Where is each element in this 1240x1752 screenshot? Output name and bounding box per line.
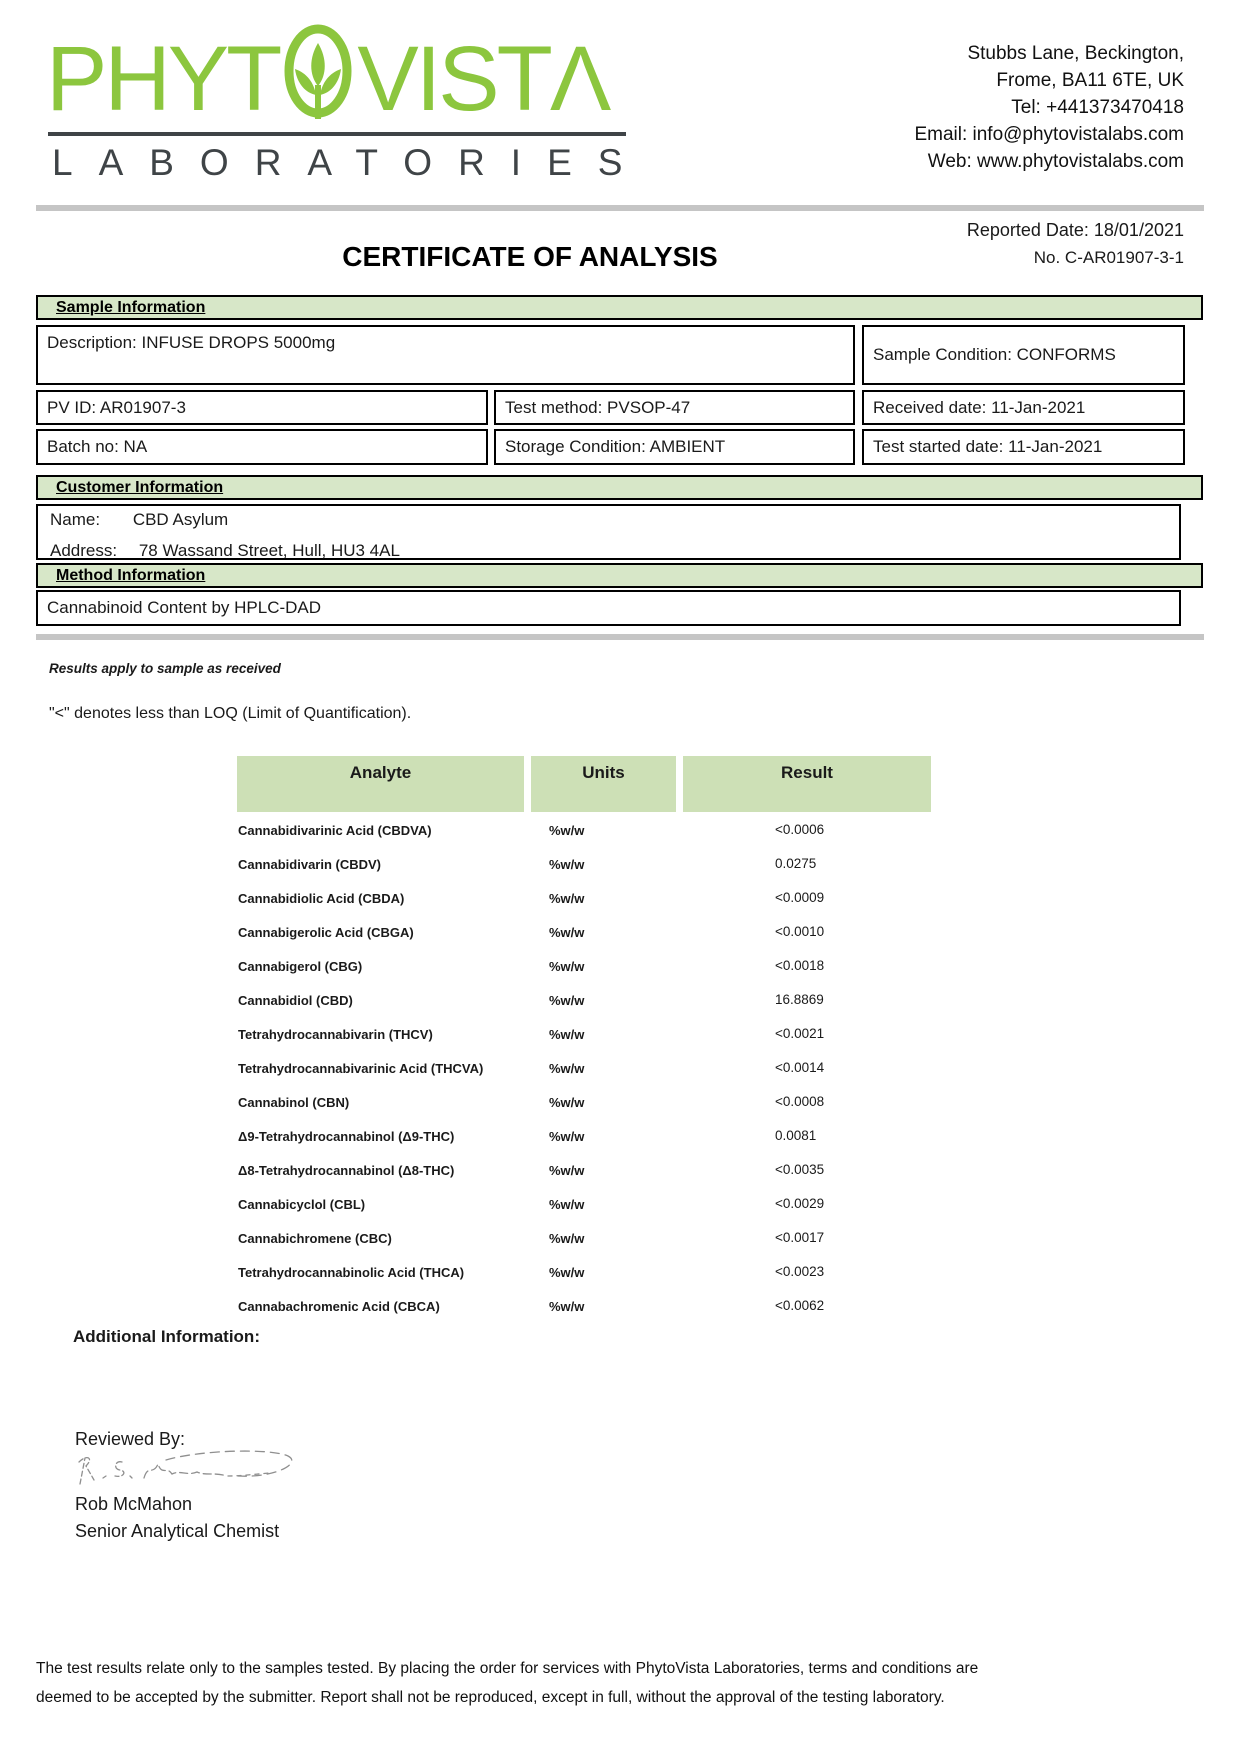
contact-block — [914, 40, 1184, 175]
sample-info-section-header: Sample Information — [36, 295, 1203, 320]
additional-info-label: Additional Information: — [73, 1327, 260, 1346]
row-result: <0.0014 — [775, 1060, 825, 1075]
table-row — [237, 954, 931, 988]
row-result: <0.0008 — [775, 1094, 825, 1109]
table-row — [237, 818, 931, 852]
row-result: <0.0029 — [775, 1196, 825, 1211]
table-row — [237, 886, 931, 920]
results-note: Results apply to sample as received — [49, 661, 281, 676]
row-result: <0.0035 — [775, 1162, 825, 1177]
row-analyte: Cannabicyclol (CBL) — [238, 1197, 366, 1212]
row-analyte: Cannabigerolic Acid (CBGA) — [238, 925, 414, 940]
table-row — [237, 1294, 931, 1328]
row-analyte: Tetrahydrocannabinolic Acid (THCA) — [238, 1265, 465, 1280]
reviewer-title: Senior Analytical Chemist — [75, 1521, 280, 1541]
header-result: Result — [683, 756, 931, 812]
row-analyte: Cannabidivarin (CBDV) — [238, 857, 382, 872]
row-analyte: Tetrahydrocannabivarin (THCV) — [238, 1027, 433, 1042]
table-row — [237, 920, 931, 954]
results-table-header — [237, 756, 931, 812]
test-method-cell: Test method: PVSOP-47 — [494, 390, 855, 425]
row-units: %w/w — [549, 1197, 585, 1212]
pv-id-cell: PV ID: AR01907-3 — [36, 390, 488, 425]
row-result: 16.8869 — [775, 992, 824, 1007]
contact-line-web: Web: www.phytovistalabs.com — [927, 151, 1184, 172]
logo-subtitle: LABORATORIES — [52, 142, 649, 183]
reported-date: Reported Date: 18/01/2021 — [966, 220, 1184, 240]
row-analyte: Tetrahydrocannabivarinic Acid (THCVA) — [238, 1061, 484, 1076]
reviewer-name: Rob McMahon — [75, 1494, 193, 1514]
table-row — [237, 1260, 931, 1294]
row-units: %w/w — [549, 993, 585, 1008]
results-table — [237, 818, 931, 1328]
row-result: <0.0023 — [775, 1264, 825, 1279]
table-row — [237, 988, 931, 1022]
row-analyte: Cannabidivarinic Acid (CBDVA) — [238, 823, 432, 838]
header-analyte: Analyte — [237, 756, 524, 812]
row-result: 0.0081 — [775, 1128, 817, 1143]
contact-line-tel: Tel: +441373470418 — [1011, 97, 1184, 118]
contact-line-email: Email: info@phytovistalabs.com — [914, 124, 1184, 145]
footer-line-2: deemed to be accepted by the submitter. Report shall not be reproduced, except in full, without the approval of the testing laboratory. — [36, 1689, 945, 1706]
storage-condition-cell: Storage Condition: AMBIENT — [494, 429, 855, 465]
row-units: %w/w — [549, 823, 585, 838]
footer-disclaimer — [36, 1654, 1196, 1712]
leaf-icon — [281, 23, 355, 136]
row-result: 0.0275 — [775, 856, 817, 871]
table-row — [237, 1090, 931, 1124]
row-analyte: Cannabidiol (CBD) — [238, 993, 353, 1008]
table-row — [237, 1192, 931, 1226]
row-result: <0.0009 — [775, 890, 825, 905]
row-analyte: Cannabachromenic Acid (CBCA) — [238, 1299, 440, 1314]
row-units: %w/w — [549, 857, 585, 872]
phytovista-logo — [46, 28, 608, 130]
row-analyte: Cannabidiolic Acid (CBDA) — [238, 891, 405, 906]
row-result: <0.0062 — [775, 1298, 825, 1313]
row-units: %w/w — [549, 925, 585, 940]
row-analyte: Δ9-Tetrahydrocannabinol (Δ9-THC) — [238, 1129, 455, 1144]
batch-no-cell: Batch no: NA — [36, 429, 488, 465]
row-result: <0.0017 — [775, 1230, 825, 1245]
row-units: %w/w — [549, 1027, 585, 1042]
sample-condition-cell: Sample Condition: CONFORMS — [862, 325, 1185, 385]
row-units: %w/w — [549, 1163, 585, 1178]
description-cell: Description: INFUSE DROPS 5000mg — [36, 325, 855, 385]
row-result: <0.0010 — [775, 924, 825, 939]
table-row — [237, 1226, 931, 1260]
reviewed-by-label: Reviewed By: — [75, 1429, 186, 1449]
logo-text-vista: VISTΛ — [357, 28, 609, 130]
row-analyte: Cannabichromene (CBC) — [238, 1231, 392, 1246]
method-info-section-header: Method Information — [36, 563, 1203, 588]
row-analyte: Cannabigerol (CBG) — [238, 959, 363, 974]
customer-address: Address: 78 Wassand Street, Hull, HU3 4AL — [50, 541, 400, 560]
table-row — [237, 852, 931, 886]
row-analyte: Cannabinol (CBN) — [238, 1095, 350, 1110]
row-units: %w/w — [549, 959, 585, 974]
row-result: <0.0021 — [775, 1026, 825, 1041]
header-units: Units — [531, 756, 676, 812]
middle-divider — [36, 634, 1204, 640]
method-cell: Cannabinoid Content by HPLC-DAD — [36, 590, 1181, 626]
logo-text-phyt: PHYT — [46, 28, 280, 130]
customer-info-section-header: Customer Information — [36, 475, 1203, 500]
row-units: %w/w — [549, 1095, 585, 1110]
table-row — [237, 1158, 931, 1192]
page-title: CERTIFICATE OF ANALYSIS — [342, 241, 718, 272]
row-units: %w/w — [549, 1061, 585, 1076]
loq-note: "<" denotes less than LOQ (Limit of Quantification). — [49, 705, 412, 722]
contact-line-address2: Frome, BA11 6TE, UK — [996, 70, 1184, 91]
report-number: No. C-AR01907-3-1 — [1033, 248, 1184, 267]
row-units: %w/w — [549, 1299, 585, 1314]
footer-line-1: The test results relate only to the samples tested. By placing the order for services with PhytoVista Laboratories, terms and conditions are — [36, 1660, 979, 1677]
signature-image — [70, 1446, 310, 1499]
row-units: %w/w — [549, 1129, 585, 1144]
test-started-cell: Test started date: 11-Jan-2021 — [862, 429, 1185, 465]
table-row — [237, 1056, 931, 1090]
row-units: %w/w — [549, 891, 585, 906]
table-row — [237, 1022, 931, 1056]
row-units: %w/w — [549, 1265, 585, 1280]
row-result: <0.0006 — [775, 822, 825, 837]
row-result: <0.0018 — [775, 958, 825, 973]
received-date-cell: Received date: 11-Jan-2021 — [862, 390, 1185, 425]
row-analyte: Δ8-Tetrahydrocannabinol (Δ8-THC) — [238, 1163, 455, 1178]
contact-line-address1: Stubbs Lane, Beckington, — [967, 43, 1184, 64]
customer-cell — [36, 504, 1181, 560]
logo-underline — [48, 132, 626, 136]
top-divider — [36, 205, 1204, 211]
table-row — [237, 1124, 931, 1158]
customer-name: Name: CBD Asylum — [50, 510, 229, 529]
row-units: %w/w — [549, 1231, 585, 1246]
